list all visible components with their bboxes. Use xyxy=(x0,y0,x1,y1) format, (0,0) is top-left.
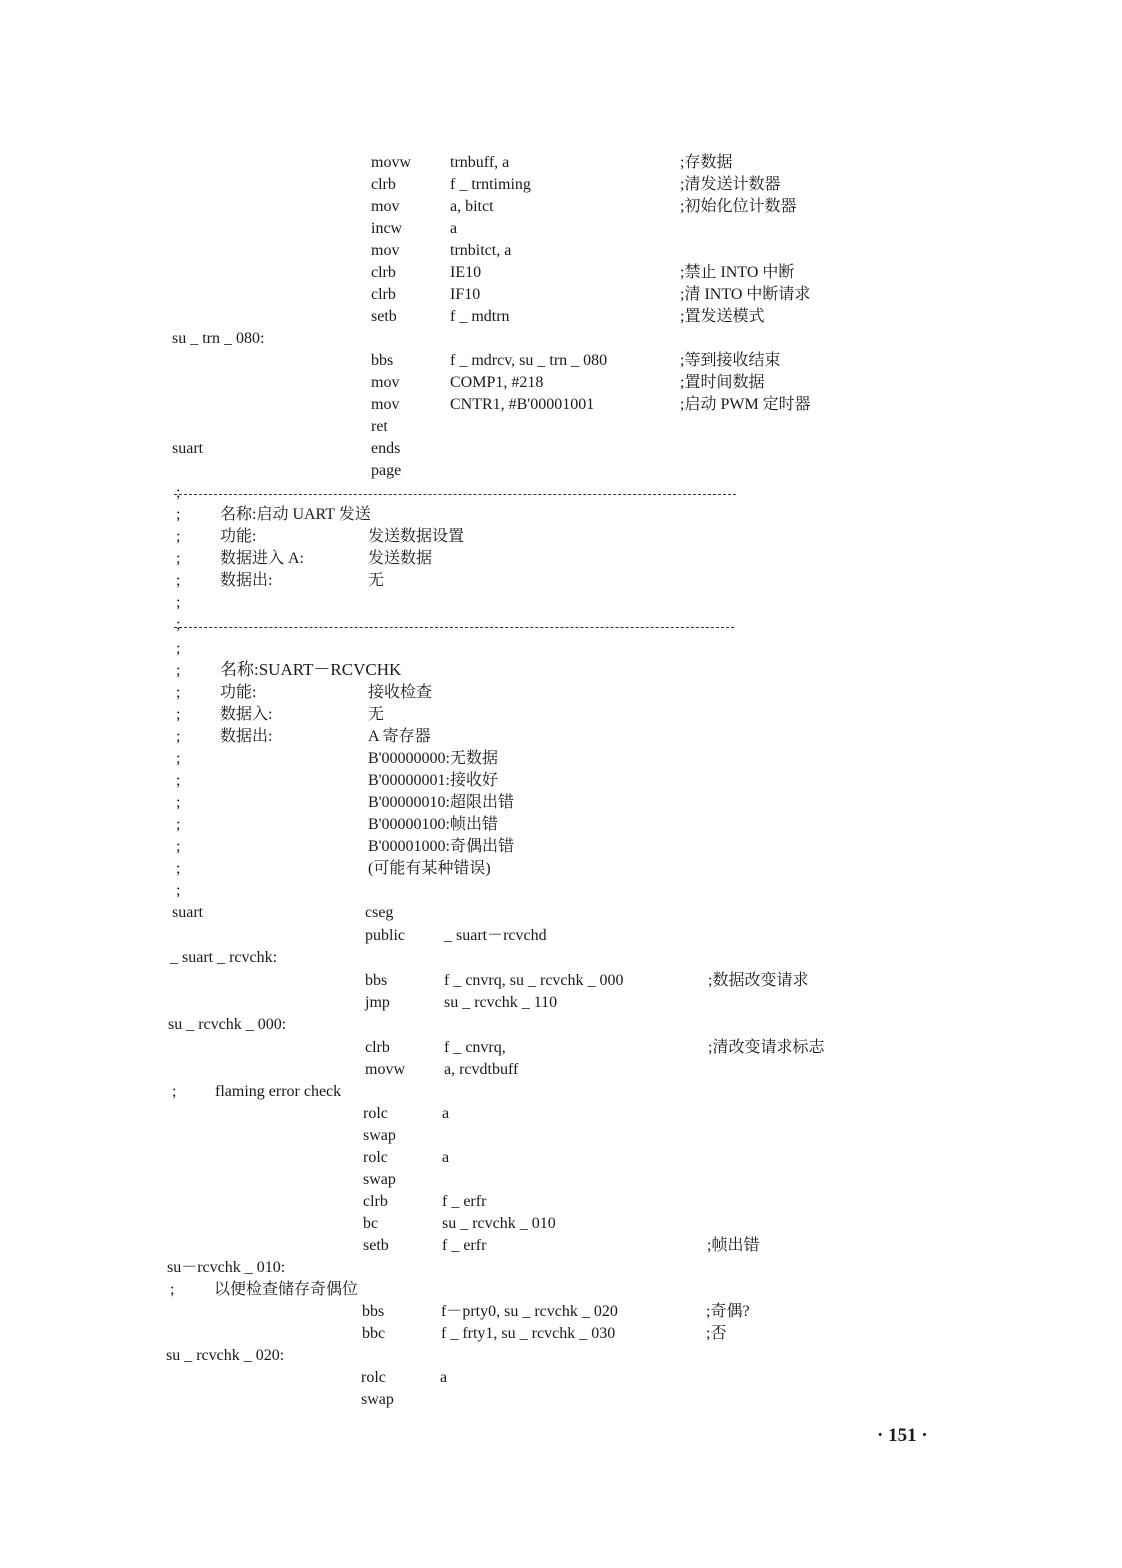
operand: a xyxy=(450,220,458,237)
opcode: incw xyxy=(371,220,403,237)
comment: ;否 xyxy=(706,1325,727,1342)
code-label: su _ rcvchk _ 000: xyxy=(168,1016,287,1033)
opcode: page xyxy=(371,462,402,479)
output-value: A 寄存器 xyxy=(368,728,431,745)
opcode: jmp xyxy=(365,994,390,1011)
comment-marker: ; xyxy=(176,816,181,833)
comment: ;等到接收结束 xyxy=(680,352,781,369)
operand: trnbuff, a xyxy=(450,154,510,171)
return-code: B'00000100:帧出错 xyxy=(368,816,499,833)
operand: a xyxy=(440,1369,448,1386)
opcode: rolc xyxy=(363,1149,388,1166)
inline-comment: 以便检查储存奇偶位 xyxy=(214,1281,359,1298)
comment: ;帧出错 xyxy=(707,1237,760,1254)
segment-label: suart xyxy=(172,904,204,921)
comment-marker: ; xyxy=(176,616,181,633)
opcode: movw xyxy=(365,1061,405,1078)
opcode: rolc xyxy=(361,1369,386,1386)
operand: f _ cnvrq, xyxy=(444,1039,506,1056)
comment-marker: ; xyxy=(176,550,181,567)
return-code: B'00000010:超限出错 xyxy=(368,794,515,811)
comment-marker: ; xyxy=(176,640,181,657)
opcode: clrb xyxy=(371,286,396,303)
comment-marker: ; xyxy=(176,684,181,701)
operand: f _ frty1, su _ rcvchk _ 030 xyxy=(441,1325,616,1342)
comment-marker: ; xyxy=(176,506,181,523)
code-label: su _ trn _ 080: xyxy=(172,330,265,347)
opcode: mov xyxy=(371,374,400,391)
opcode: mov xyxy=(371,242,400,259)
operand: f _ cnvrq, su _ rcvchk _ 000 xyxy=(444,972,624,989)
opcode: bbs xyxy=(362,1303,385,1320)
operand: a xyxy=(442,1149,450,1166)
opcode: swap xyxy=(361,1391,394,1408)
return-code: B'00001000:奇偶出错 xyxy=(368,838,515,855)
comment: ;数据改变请求 xyxy=(708,972,809,989)
operand: a xyxy=(442,1105,450,1122)
operand: f _ erfr xyxy=(442,1237,487,1254)
comment-marker: ; xyxy=(176,594,181,611)
operand: su _ rcvchk _ 110 xyxy=(444,994,558,1011)
output-value: 无 xyxy=(368,572,385,589)
comment: ;禁止 INTO 中断 xyxy=(680,264,795,281)
return-code: B'00000000:无数据 xyxy=(368,750,499,767)
opcode: cseg xyxy=(365,904,394,921)
operand: f _ erfr xyxy=(442,1193,487,1210)
opcode: setb xyxy=(371,308,397,325)
comment-marker: ; xyxy=(176,882,181,899)
operand: f _ mdrcv, su _ trn _ 080 xyxy=(450,352,608,369)
comment-marker: ; xyxy=(176,728,181,745)
opcode: clrb xyxy=(371,264,396,281)
comment: ;奇偶? xyxy=(706,1303,750,1320)
comment-marker: ; xyxy=(176,794,181,811)
operand: su _ rcvchk _ 010 xyxy=(442,1215,556,1232)
operand: COMP1, #218 xyxy=(450,374,544,391)
opcode: ret xyxy=(371,418,388,435)
comment-marker: ; xyxy=(176,750,181,767)
opcode: clrb xyxy=(363,1193,388,1210)
opcode: bbc xyxy=(362,1325,386,1342)
operand: f－prty0, su _ rcvchk _ 020 xyxy=(441,1303,618,1320)
input-value: 无 xyxy=(368,706,385,723)
code-label: _ suart _ rcvchk: xyxy=(170,949,278,966)
comment-marker: ; xyxy=(176,860,181,877)
input-label: 数据进入 A: xyxy=(220,550,305,567)
opcode: clrb xyxy=(371,176,396,193)
comment-marker: ; xyxy=(176,662,181,679)
opcode: public xyxy=(365,927,405,944)
opcode: setb xyxy=(363,1237,389,1254)
opcode: swap xyxy=(363,1127,396,1144)
comment: ;存数据 xyxy=(680,154,733,171)
comment: ;初始化位计数器 xyxy=(680,198,797,215)
opcode: ends xyxy=(371,440,401,457)
opcode: bc xyxy=(363,1215,379,1232)
comment-marker: ; xyxy=(172,1083,177,1100)
code-label: su－rcvchk _ 010: xyxy=(167,1259,286,1276)
opcode: rolc xyxy=(363,1105,388,1122)
opcode: bbs xyxy=(371,352,394,369)
operand: _ suart－rcvchd xyxy=(444,927,547,944)
return-code: B'00000001:接收好 xyxy=(368,772,499,789)
comment-marker: ; xyxy=(176,838,181,855)
comment: ;清 INTO 中断请求 xyxy=(680,286,811,303)
segment-label: suart xyxy=(172,440,204,457)
routine-name: 名称:SUART－RCVCHK xyxy=(220,660,402,679)
input-label: 数据入: xyxy=(220,706,273,723)
opcode: bbs xyxy=(365,972,388,989)
code-label: su _ rcvchk _ 020: xyxy=(166,1347,285,1364)
comment: ;置时间数据 xyxy=(680,374,765,391)
output-label: 数据出: xyxy=(220,572,273,589)
operand: trnbitct, a xyxy=(450,242,512,259)
opcode: clrb xyxy=(365,1039,390,1056)
input-value: 发送数据 xyxy=(368,550,433,567)
comment-marker: ; xyxy=(176,706,181,723)
routine-name: 名称:启动 UART 发送 xyxy=(220,506,371,523)
comment-marker: ; xyxy=(176,484,181,501)
operand: a, rcvdtbuff xyxy=(444,1061,519,1078)
function-value: 接收检查 xyxy=(368,684,433,701)
operand: IF10 xyxy=(450,286,481,303)
output-label: 数据出: xyxy=(220,728,273,745)
function-value: 发送数据设置 xyxy=(368,528,465,545)
comment-marker: ; xyxy=(176,572,181,589)
return-code-note: (可能有某种错误) xyxy=(368,860,491,877)
comment-marker: ; xyxy=(176,528,181,545)
opcode: mov xyxy=(371,396,400,413)
opcode: swap xyxy=(363,1171,396,1188)
operand: CNTR1, #B'00001001 xyxy=(450,396,595,413)
operand: f _ mdtrn xyxy=(450,308,510,325)
operand: a, bitct xyxy=(450,198,494,215)
operand: f _ trntiming xyxy=(450,176,531,193)
divider xyxy=(174,494,736,495)
comment-marker: ; xyxy=(176,772,181,789)
page-number: · 151 · xyxy=(877,1425,928,1446)
comment: ;清改变请求标志 xyxy=(708,1039,825,1056)
comment: ;清发送计数器 xyxy=(680,176,781,193)
comment: ;置发送模式 xyxy=(680,308,765,325)
comment-marker: ; xyxy=(170,1281,175,1298)
comment: ;启动 PWM 定时器 xyxy=(680,396,811,413)
function-label: 功能: xyxy=(220,528,257,545)
inline-comment: flaming error check xyxy=(215,1083,342,1100)
opcode: movw xyxy=(371,154,411,171)
operand: IE10 xyxy=(450,264,482,281)
divider xyxy=(174,627,734,628)
opcode: mov xyxy=(371,198,400,215)
function-label: 功能: xyxy=(220,684,257,701)
